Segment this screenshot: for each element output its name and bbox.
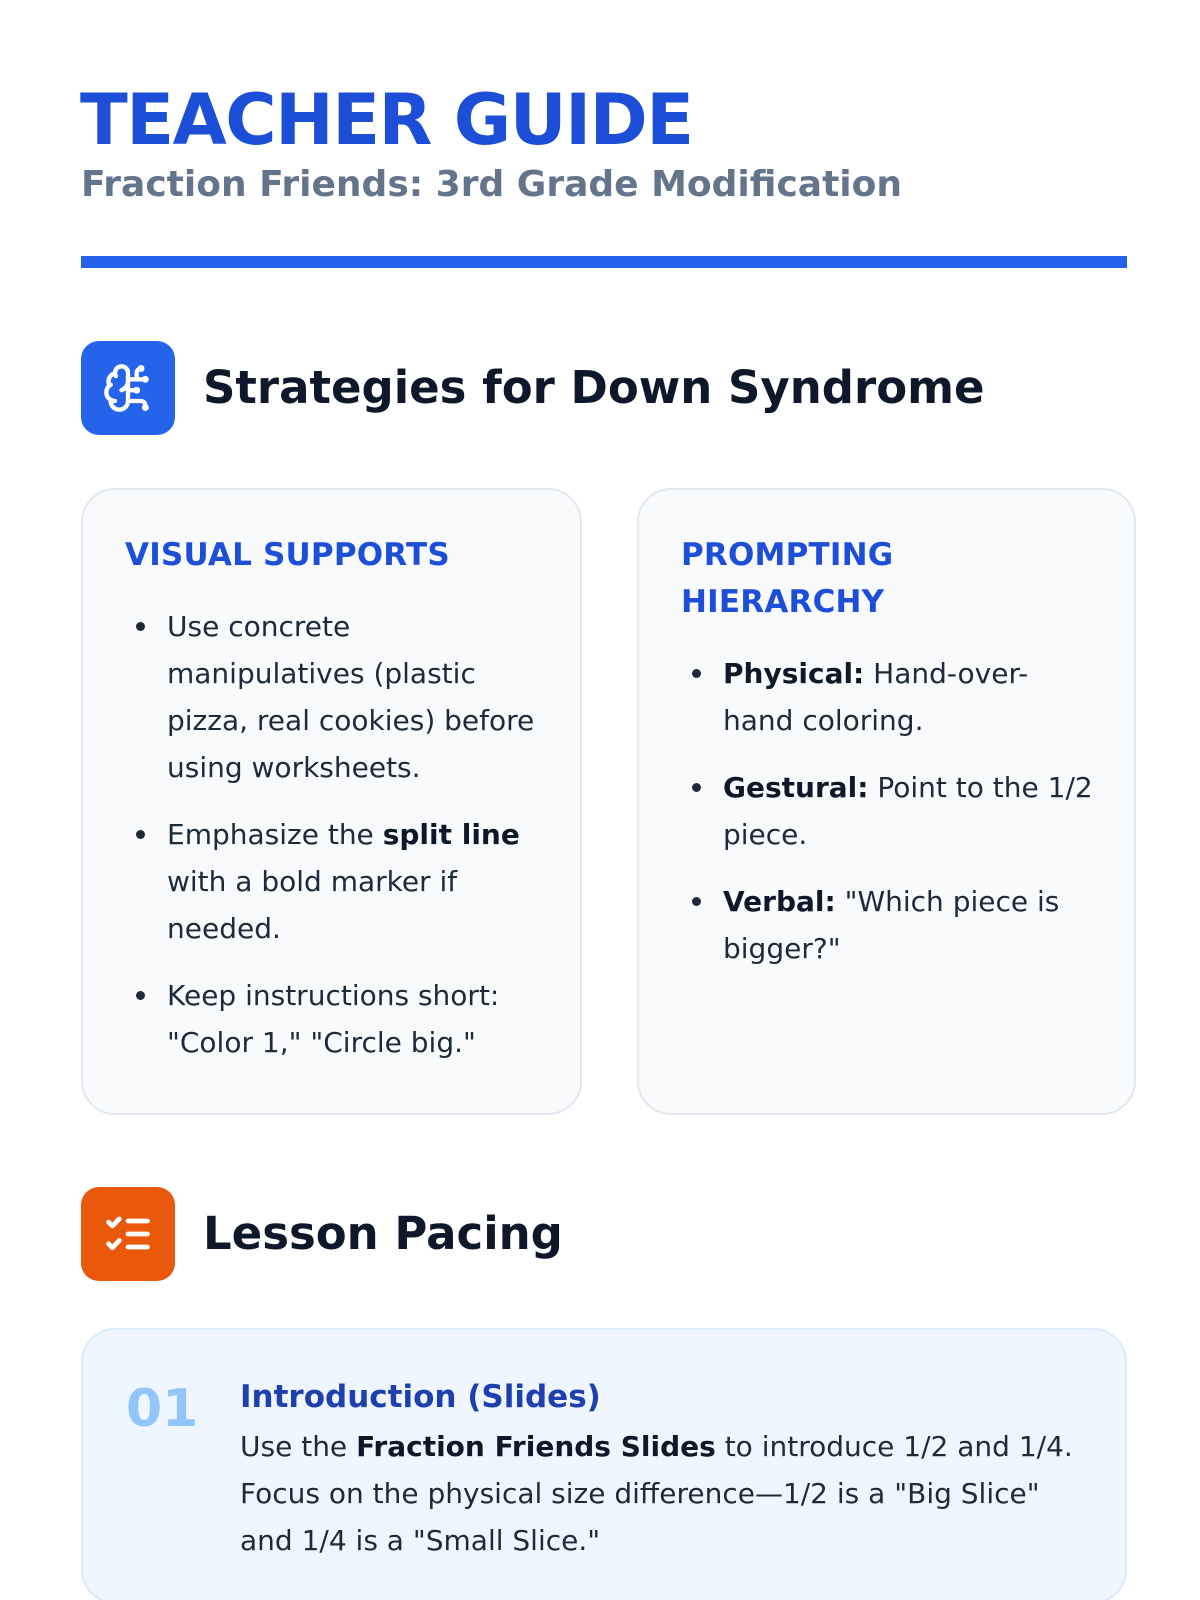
- list-item: Physical: Hand-over-hand coloring.: [681, 650, 1094, 744]
- strategies-section-header: [81, 341, 985, 435]
- list-item: Gestural: Point to the 1/2 piece.: [681, 764, 1094, 858]
- step-number: 01: [126, 1379, 199, 1439]
- prompting-hierarchy-list: [681, 650, 1094, 972]
- visual-supports-list: [125, 603, 540, 1066]
- pacing-title: Lesson Pacing: [203, 1207, 563, 1260]
- pacing-section-header: [81, 1187, 563, 1281]
- visual-supports-card: [81, 488, 582, 1115]
- page-title: TEACHER GUIDE: [80, 79, 693, 161]
- list-item: Use concrete manipulatives (plastic pizza, real cookies) before using worksheets.: [125, 603, 540, 791]
- pacing-step-card: [81, 1328, 1127, 1600]
- title-divider: [81, 256, 1127, 268]
- page-subtitle: Fraction Friends: 3rd Grade Modification: [81, 164, 902, 205]
- step-title: Introduction (Slides): [240, 1379, 601, 1415]
- list-item: Keep instructions short: "Color 1," "Circle big.": [125, 972, 540, 1066]
- checklist-icon: [81, 1187, 175, 1281]
- prompting-hierarchy-title: PROMPTING HIERARCHY: [681, 537, 894, 620]
- list-item: Verbal: "Which piece is bigger?": [681, 878, 1094, 972]
- brain-icon: [81, 341, 175, 435]
- strategies-title: Strategies for Down Syndrome: [203, 361, 985, 414]
- visual-supports-title: VISUAL SUPPORTS: [125, 537, 450, 573]
- list-item: Emphasize the split line with a bold marker if needed.: [125, 811, 540, 952]
- prompting-hierarchy-card: [637, 488, 1136, 1115]
- step-description: Use the Fraction Friends Slides to introduce 1/2 and 1/4. Focus on the physical size difference—1/2 is a "Big Slice" and 1/4 is a "Small Slice.": [240, 1430, 1073, 1557]
